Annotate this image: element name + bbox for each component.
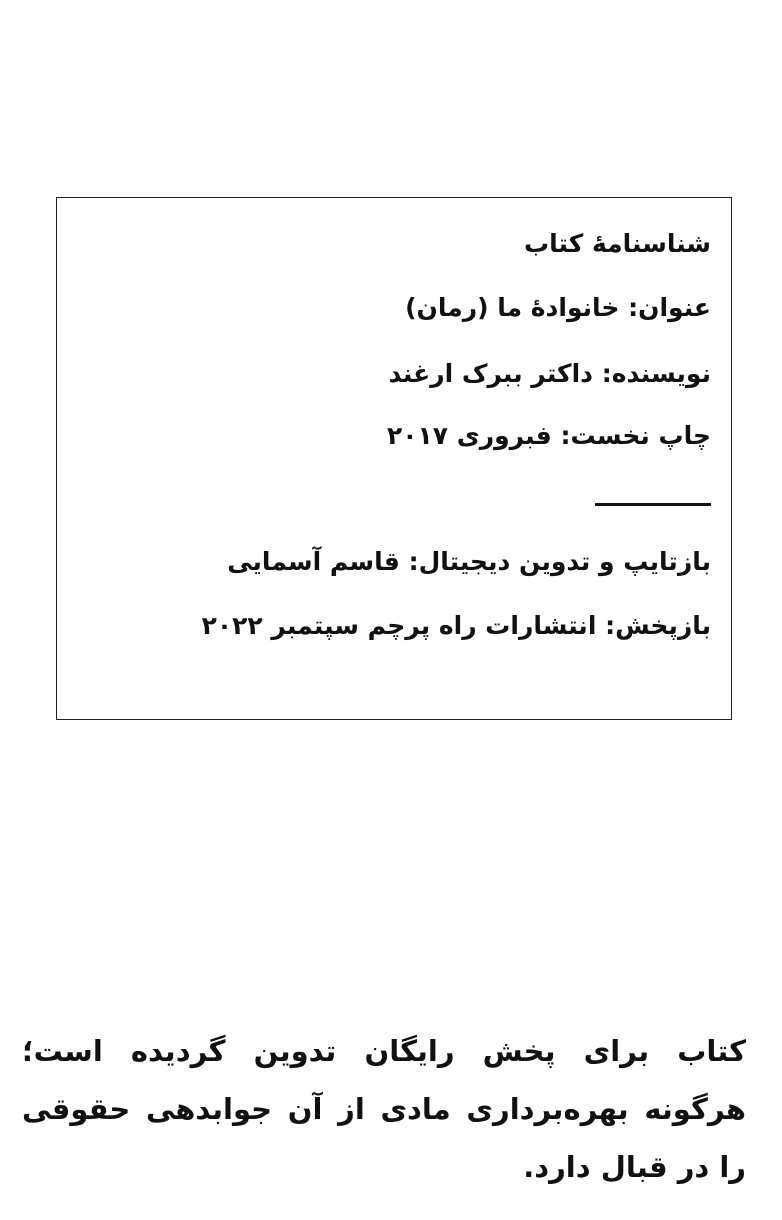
colophon-box — [56, 197, 732, 720]
first-print-line: چاپ نخست: فبروری ۲۰۱۷ — [387, 421, 711, 450]
retyping-line: بازتایپ و تدوین دیجیتال: قاسم آسمایی — [227, 547, 711, 576]
section-divider — [595, 503, 711, 506]
book-title-line: عنوان: خانوادۀ ما (رمان) — [405, 293, 711, 322]
colophon-heading: شناسنامۀ کتاب — [524, 229, 711, 258]
free-distribution-notice: کتاب برای پخش رایگان تدوین گردیده است؛ هرگونه بهره‌برداری مادی از آن جوابدهی حقوقی را در قبال دارد. — [22, 1034, 746, 1184]
author-line: نویسنده: داکتر ببرک ارغند — [388, 359, 711, 388]
redistribution-line: بازپخش: انتشارات راه پرچم سپتمبر ۲۰۲۲ — [201, 611, 711, 640]
